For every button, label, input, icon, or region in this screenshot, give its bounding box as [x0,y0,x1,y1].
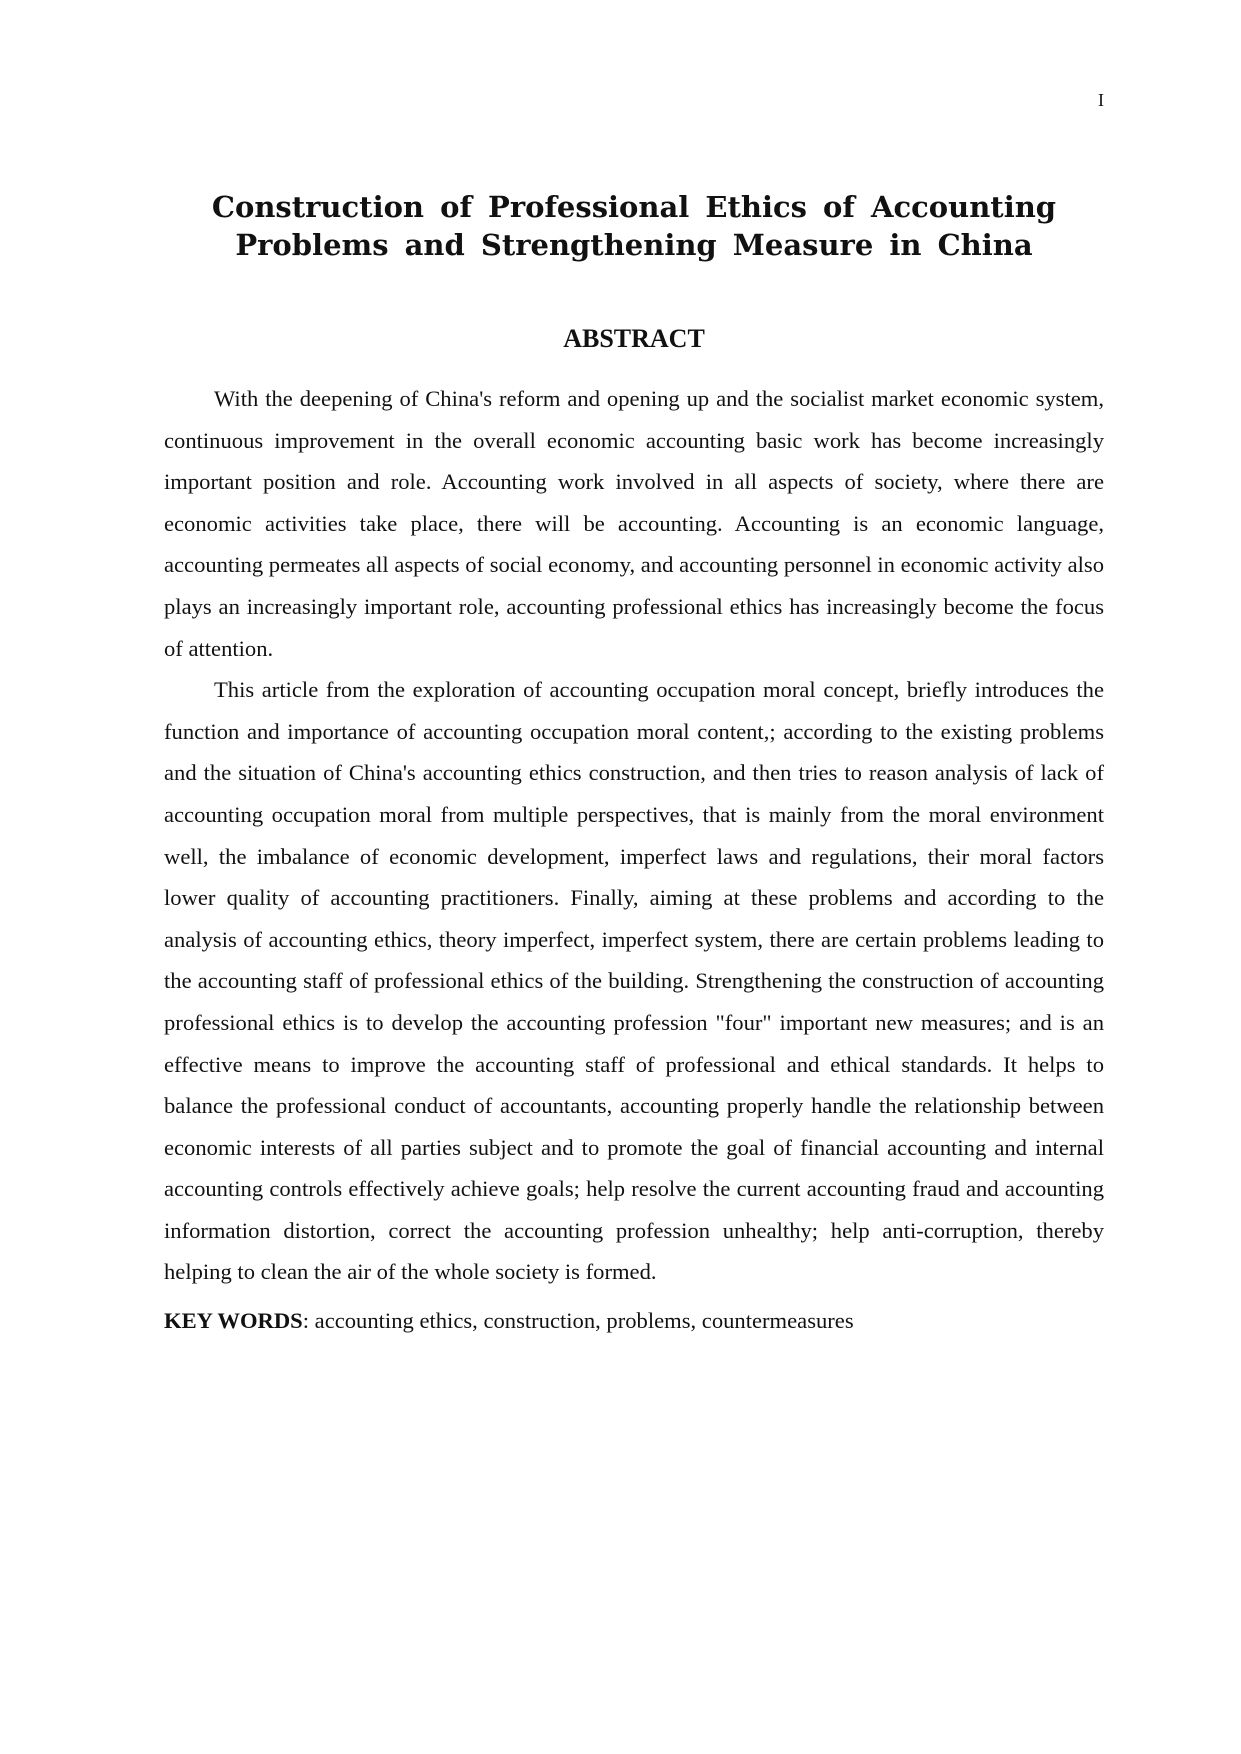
document-body [164,188,1104,1337]
keywords-label: KEY WORDS [164,1308,303,1334]
abstract-heading: ABSTRACT [563,324,705,353]
document-title: Construction of Professional Ethics of Accounting Problems and Strengthening Measure in China [211,190,1057,262]
abstract-paragraph: With the deepening of China's reform and opening up and the socialist market economic system, continuous improvement in the overall economic accounting basic work has become increasingly important position and role. Accounting work involved in all aspects of society, where there are economic activities take place, there will be accounting. Accounting is an economic language, accounting permeates all aspects of social economy, and accounting personnel in economic activity also plays an increasingly important role, accounting professional ethics has increasingly become the focus of attention. [164,386,1104,661]
keywords-separator: : [302,1308,315,1334]
abstract-paragraph: This article from the exploration of accounting occupation moral concept, briefly introduces the function and importance of accounting occupation moral content,; according to the existing problems and the situation of China's accounting ethics construction, and then tries to reason analysis of lack of accounting occupation moral from multiple perspectives, that is mainly from the moral environment well, the imbalance of economic development, imperfect laws and regulations, their moral factors lower quality of accounting practitioners. Finally, aiming at these problems and according to the analysis of accounting ethics, theory imperfect, imperfect system, there are certain problems leading to the accounting staff of professional ethics of the building. Strengthening the construction of accounting professional ethics is to develop the accounting profession "four" important new measures; and is an effective means to improve the accounting staff of professional and ethical standards. It helps to balance the professional conduct of accountants, accounting properly handle the relationship between economic interests of all parties subject and to promote the goal of financial accounting and internal accounting controls effectively achieve goals; help resolve the current accounting fraud and accounting information distortion, correct the accounting profession unhealthy; help anti-corruption, thereby helping to clean the air of the whole society is formed. [164,677,1104,1285]
keywords-value: accounting ethics, construction, problems, countermeasures [314,1308,854,1334]
keywords-line [164,1305,1104,1337]
page-number: I [1098,90,1104,110]
